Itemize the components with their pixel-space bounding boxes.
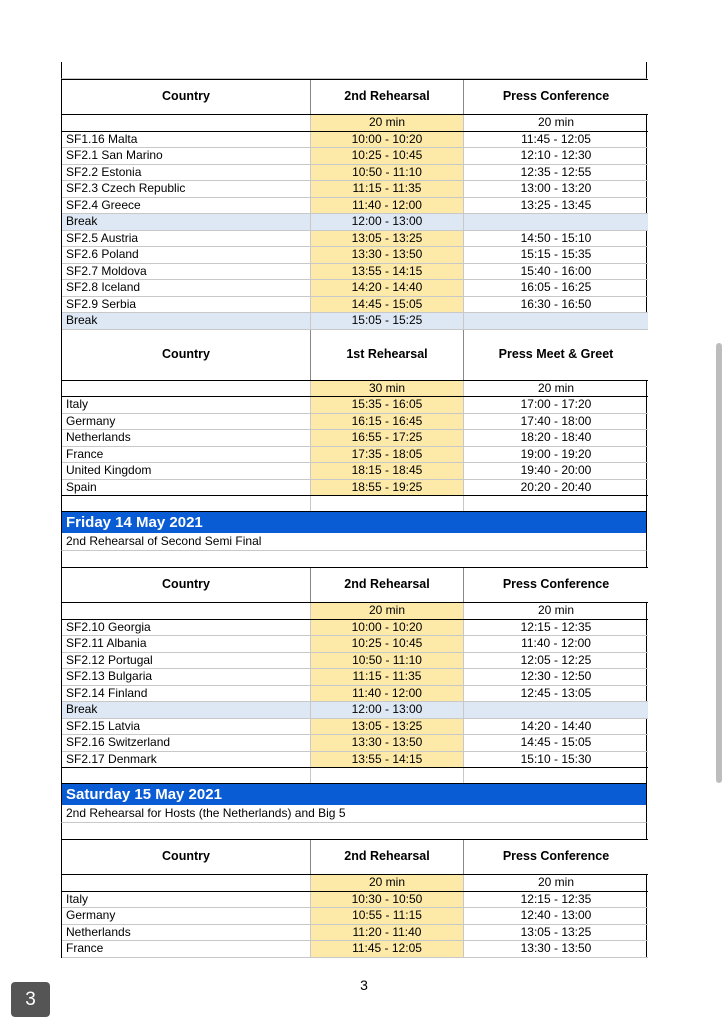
table-row <box>62 891 648 908</box>
rehearsal-time-cell: 13:30 - 13:50 <box>311 735 464 752</box>
column-header-country: Country <box>62 80 311 115</box>
section-friday <box>61 567 647 768</box>
duration-press: 20 min <box>464 875 649 892</box>
break-row <box>62 313 648 330</box>
column-header-rehearsal: 1st Rehearsal <box>311 329 464 380</box>
break-row <box>62 702 648 719</box>
country-cell: Germany <box>62 908 311 925</box>
table-row <box>62 230 648 247</box>
rehearsal-time-cell: 16:15 - 16:45 <box>311 413 464 430</box>
press-time-cell: 14:45 - 15:05 <box>464 735 649 752</box>
rehearsal-time-cell: 10:25 - 10:45 <box>311 148 464 165</box>
press-time-cell: 13:05 - 13:25 <box>464 924 649 941</box>
table-row <box>62 924 648 941</box>
break-row <box>62 214 648 231</box>
country-cell: SF2.7 Moldova <box>62 263 311 280</box>
rehearsal-time-cell: 10:50 - 11:10 <box>311 652 464 669</box>
column-header-rehearsal: 2nd Rehearsal <box>311 568 464 603</box>
schedule-table-a <box>62 79 648 496</box>
table-row <box>62 164 648 181</box>
table-row <box>62 181 648 198</box>
table-row <box>62 131 648 148</box>
column-header-country: Country <box>62 568 311 603</box>
table-row <box>62 735 648 752</box>
duration-rehearsal: 30 min <box>311 380 464 397</box>
country-cell: France <box>62 446 311 463</box>
country-cell: Italy <box>62 891 311 908</box>
duration-blank <box>62 875 311 892</box>
table-header-row <box>62 568 648 603</box>
rehearsal-time-cell: 10:25 - 10:45 <box>311 636 464 653</box>
column-header-country: Country <box>62 329 311 380</box>
rehearsal-time-cell: 11:15 - 11:35 <box>311 181 464 198</box>
table-row <box>62 148 648 165</box>
duration-blank <box>62 115 311 132</box>
country-cell: Netherlands <box>62 430 311 447</box>
country-cell: SF2.10 Georgia <box>62 619 311 636</box>
country-cell: SF2.14 Finland <box>62 685 311 702</box>
column-header-press: Press Conference <box>464 80 649 115</box>
press-time-cell: 14:20 - 14:40 <box>464 718 649 735</box>
column-header-rehearsal: 2nd Rehearsal <box>311 80 464 115</box>
press-time-cell: 13:25 - 13:45 <box>464 197 649 214</box>
country-cell: SF2.13 Bulgaria <box>62 669 311 686</box>
press-time-cell <box>464 702 649 719</box>
duration-row <box>62 380 648 397</box>
table-row <box>62 296 648 313</box>
column-header-press: Press Meet & Greet <box>464 329 649 380</box>
press-time-cell: 12:35 - 12:55 <box>464 164 649 181</box>
press-time-cell: 16:30 - 16:50 <box>464 296 649 313</box>
duration-press: 20 min <box>464 115 649 132</box>
country-cell: SF2.4 Greece <box>62 197 311 214</box>
section-thursday-cont <box>61 79 647 496</box>
rehearsal-time-cell: 14:45 - 15:05 <box>311 296 464 313</box>
press-time-cell: 12:15 - 12:35 <box>464 619 649 636</box>
country-cell: SF2.17 Denmark <box>62 751 311 768</box>
press-time-cell <box>464 313 649 330</box>
table-row <box>62 247 648 264</box>
table-row <box>62 685 648 702</box>
duration-row <box>62 875 648 892</box>
rehearsal-time-cell: 12:00 - 13:00 <box>311 214 464 231</box>
top-spacer-row <box>61 62 647 79</box>
country-cell: SF2.12 Portugal <box>62 652 311 669</box>
spacer-row <box>61 551 647 567</box>
country-cell: Spain <box>62 479 311 496</box>
press-time-cell: 19:00 - 19:20 <box>464 446 649 463</box>
column-header-press: Press Conference <box>464 568 649 603</box>
press-time-cell: 12:10 - 12:30 <box>464 148 649 165</box>
scrollbar[interactable] <box>716 343 722 783</box>
section-saturday <box>61 839 647 958</box>
rehearsal-time-cell: 14:20 - 14:40 <box>311 280 464 297</box>
gap-row <box>61 768 647 783</box>
rehearsal-time-cell: 11:40 - 12:00 <box>311 685 464 702</box>
page-indicator-badge[interactable]: 3 <box>11 982 50 1017</box>
table-row <box>62 397 648 414</box>
table-row <box>62 652 648 669</box>
press-time-cell: 17:40 - 18:00 <box>464 413 649 430</box>
country-cell: SF2.2 Estonia <box>62 164 311 181</box>
press-time-cell: 12:15 - 12:35 <box>464 891 649 908</box>
table-row <box>62 669 648 686</box>
press-time-cell: 20:20 - 20:40 <box>464 479 649 496</box>
page-number: 3 <box>360 977 368 993</box>
rehearsal-time-cell: 11:20 - 11:40 <box>311 924 464 941</box>
press-time-cell: 12:40 - 13:00 <box>464 908 649 925</box>
press-time-cell: 12:30 - 12:50 <box>464 669 649 686</box>
press-time-cell: 15:10 - 15:30 <box>464 751 649 768</box>
duration-rehearsal: 20 min <box>311 603 464 620</box>
country-cell: Netherlands <box>62 924 311 941</box>
country-cell: Germany <box>62 413 311 430</box>
duration-row <box>62 115 648 132</box>
duration-press: 20 min <box>464 380 649 397</box>
table-row <box>62 636 648 653</box>
press-time-cell: 18:20 - 18:40 <box>464 430 649 447</box>
rehearsal-time-cell: 11:45 - 12:05 <box>311 941 464 958</box>
country-cell: France <box>62 941 311 958</box>
press-time-cell: 12:05 - 12:25 <box>464 652 649 669</box>
rehearsal-time-cell: 12:00 - 13:00 <box>311 702 464 719</box>
rehearsal-time-cell: 11:15 - 11:35 <box>311 669 464 686</box>
press-time-cell: 16:05 - 16:25 <box>464 280 649 297</box>
press-time-cell: 13:30 - 13:50 <box>464 941 649 958</box>
table-row <box>62 446 648 463</box>
rehearsal-time-cell: 16:55 - 17:25 <box>311 430 464 447</box>
rehearsal-time-cell: 10:30 - 10:50 <box>311 891 464 908</box>
day-subtitle-saturday: 2nd Rehearsal for Hosts (the Netherlands) and Big 5 <box>61 805 647 823</box>
press-time-cell: 13:00 - 13:20 <box>464 181 649 198</box>
duration-blank <box>62 380 311 397</box>
table-row <box>62 197 648 214</box>
day-subtitle-friday: 2nd Rehearsal of Second Semi Final <box>61 533 647 551</box>
duration-rehearsal: 20 min <box>311 875 464 892</box>
rehearsal-time-cell: 11:40 - 12:00 <box>311 197 464 214</box>
table-row <box>62 908 648 925</box>
rehearsal-time-cell: 13:30 - 13:50 <box>311 247 464 264</box>
press-time-cell: 11:45 - 12:05 <box>464 131 649 148</box>
column-header-press: Press Conference <box>464 840 649 875</box>
day-header-friday: Friday 14 May 2021 <box>61 511 647 533</box>
country-cell: SF2.16 Switzerland <box>62 735 311 752</box>
duration-blank <box>62 603 311 620</box>
schedule-sheet <box>61 62 647 958</box>
rehearsal-time-cell: 13:05 - 13:25 <box>311 718 464 735</box>
spacer-row <box>61 823 647 839</box>
country-cell: Italy <box>62 397 311 414</box>
country-cell: SF2.1 San Marino <box>62 148 311 165</box>
rehearsal-time-cell: 18:55 - 19:25 <box>311 479 464 496</box>
country-cell: Break <box>62 214 311 231</box>
rehearsal-time-cell: 15:05 - 15:25 <box>311 313 464 330</box>
press-time-cell: 17:00 - 17:20 <box>464 397 649 414</box>
press-time-cell: 11:40 - 12:00 <box>464 636 649 653</box>
country-cell: United Kingdom <box>62 463 311 480</box>
duration-press: 20 min <box>464 603 649 620</box>
rehearsal-time-cell: 10:50 - 11:10 <box>311 164 464 181</box>
rehearsal-time-cell: 10:00 - 10:20 <box>311 131 464 148</box>
table-row <box>62 463 648 480</box>
rehearsal-time-cell: 13:55 - 14:15 <box>311 263 464 280</box>
table-row <box>62 751 648 768</box>
press-time-cell: 15:40 - 16:00 <box>464 263 649 280</box>
country-cell: SF2.11 Albania <box>62 636 311 653</box>
press-time-cell: 19:40 - 20:00 <box>464 463 649 480</box>
country-cell: Break <box>62 313 311 330</box>
press-time-cell <box>464 214 649 231</box>
table-row <box>62 479 648 496</box>
table-header-row <box>62 329 648 380</box>
table-header-row <box>62 840 648 875</box>
rehearsal-time-cell: 10:55 - 11:15 <box>311 908 464 925</box>
table-header-row <box>62 80 648 115</box>
table-row <box>62 430 648 447</box>
rehearsal-time-cell: 13:05 - 13:25 <box>311 230 464 247</box>
country-cell: SF1.16 Malta <box>62 131 311 148</box>
press-time-cell: 15:15 - 15:35 <box>464 247 649 264</box>
country-cell: SF2.3 Czech Republic <box>62 181 311 198</box>
table-row <box>62 263 648 280</box>
country-cell: Break <box>62 702 311 719</box>
table-row <box>62 413 648 430</box>
country-cell: SF2.8 Iceland <box>62 280 311 297</box>
rehearsal-time-cell: 15:35 - 16:05 <box>311 397 464 414</box>
table-row <box>62 280 648 297</box>
rehearsal-time-cell: 13:55 - 14:15 <box>311 751 464 768</box>
rehearsal-time-cell: 17:35 - 18:05 <box>311 446 464 463</box>
rehearsal-time-cell: 18:15 - 18:45 <box>311 463 464 480</box>
table-row <box>62 718 648 735</box>
country-cell: SF2.6 Poland <box>62 247 311 264</box>
country-cell: SF2.15 Latvia <box>62 718 311 735</box>
day-header-saturday: Saturday 15 May 2021 <box>61 783 647 805</box>
gap-row <box>61 496 647 511</box>
schedule-table-saturday <box>62 839 648 958</box>
country-cell: SF2.5 Austria <box>62 230 311 247</box>
press-time-cell: 14:50 - 15:10 <box>464 230 649 247</box>
country-cell: SF2.9 Serbia <box>62 296 311 313</box>
table-row <box>62 619 648 636</box>
schedule-table-friday <box>62 567 648 768</box>
duration-rehearsal: 20 min <box>311 115 464 132</box>
table-row <box>62 941 648 958</box>
column-header-rehearsal: 2nd Rehearsal <box>311 840 464 875</box>
rehearsal-time-cell: 10:00 - 10:20 <box>311 619 464 636</box>
press-time-cell: 12:45 - 13:05 <box>464 685 649 702</box>
duration-row <box>62 603 648 620</box>
column-header-country: Country <box>62 840 311 875</box>
